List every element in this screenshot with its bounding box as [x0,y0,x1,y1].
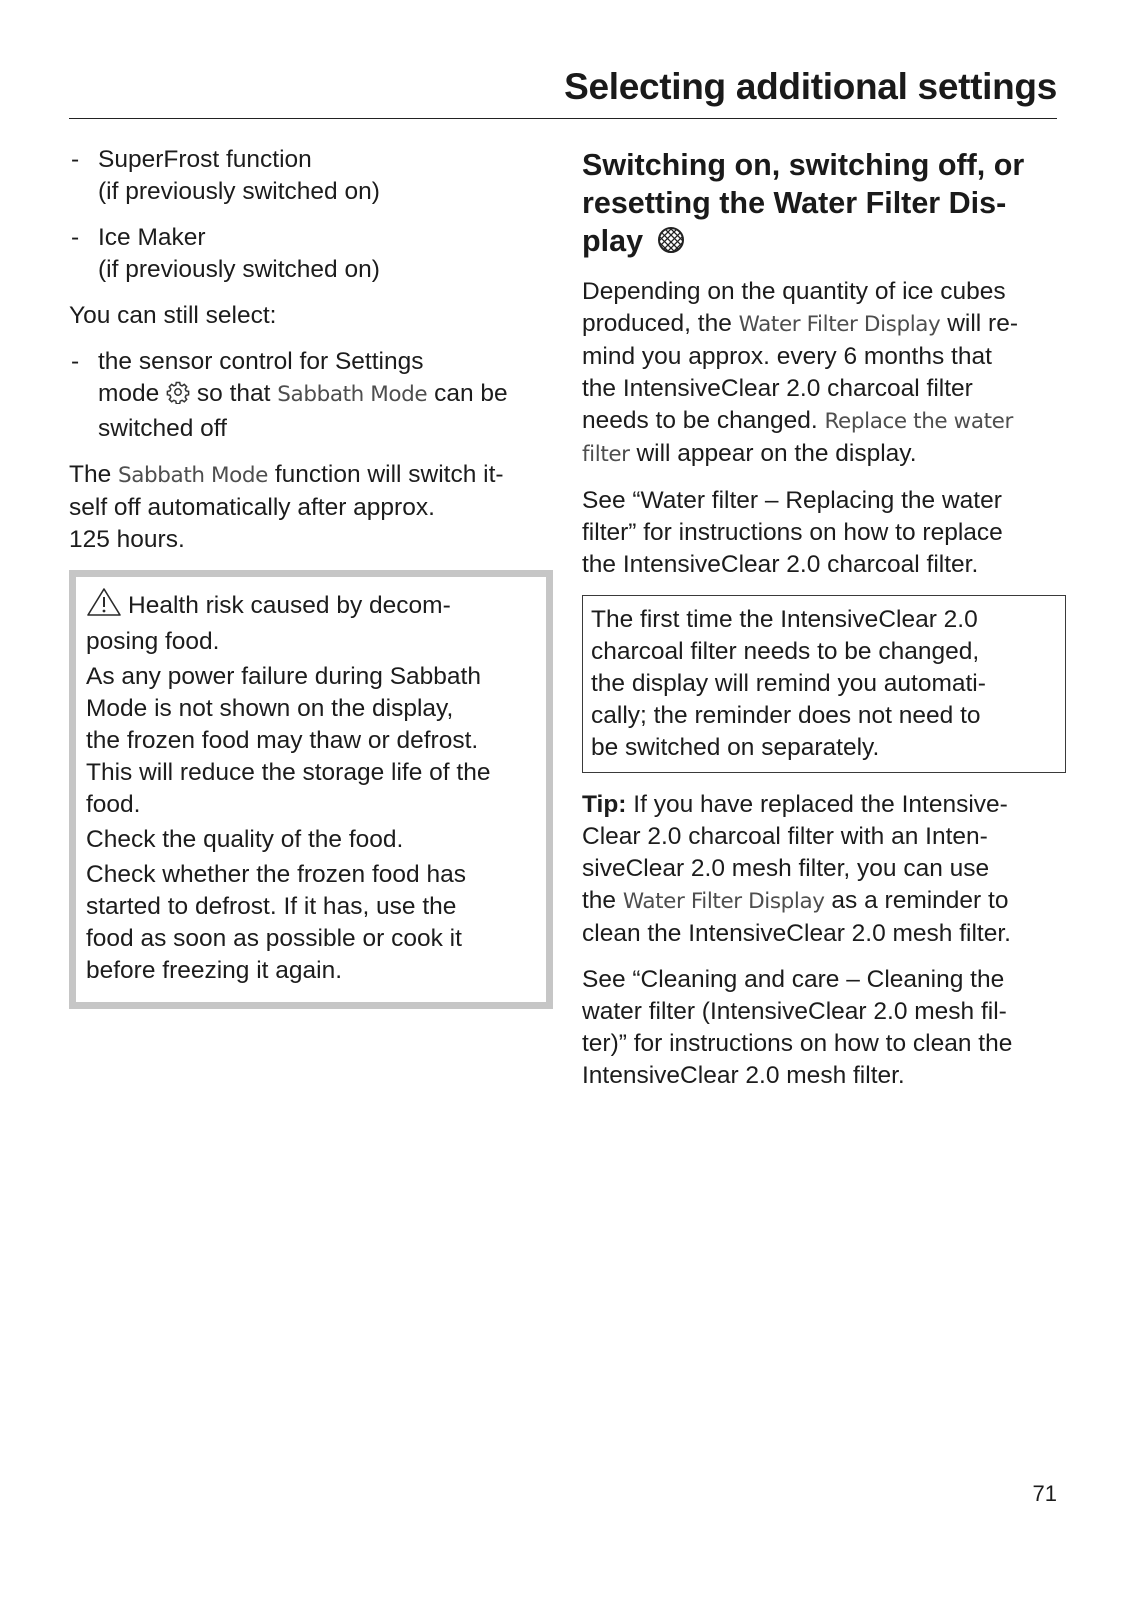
gear-icon [166,380,190,413]
warning-check-quality: Check the quality of the food. [86,826,404,853]
list-dash: - [71,224,80,251]
display-term-water-filter-display: Water Filter Display [622,889,825,914]
water-filter-reminder-text: Depending on the quantity of ice cubes produced, the Water Filter Display will re- mind you approx. every 6 months that the IntensiveClear 2.0 charcoal filter needs to be changed. Replace the water filter will appear on the display. [582,278,1018,467]
still-select-text: You can still select: [69,302,277,329]
page-title: Selecting additional settings [564,66,1057,107]
warning-triangle-icon [86,587,122,626]
list-item-settings-sensor: - the sensor control for Settings mode so that Sabbath Mode can be switched off [71,348,508,442]
left-column [69,144,553,1009]
list-item-ice-maker: - Ice Maker (if previously switched on) [71,224,380,283]
display-term-water-filter-display: Water Filter Display [738,312,941,337]
list-dash: - [71,348,80,375]
see-replacing-text: See “Water filter – Replacing the water filter” for instructions on how to replace the IntensiveClear 2.0 charcoal filter. [582,487,1003,578]
warning-check-defrost: Check whether the frozen food has started to defrost. If it has, use the food as soon as possible or cook it before freezing it again. [86,861,466,984]
tip-text: Tip: If you have replaced the Intensive- Clear 2.0 charcoal filter with an Inten- siveClear 2.0 mesh filter, you can use the Water Filter Display as a reminder to clean the IntensiveClear 2.0 mesh filter. [582,791,1011,947]
sabbath-auto-off-text: The Sabbath Mode function will switch it- self off automatically after approx. 125 hours. [69,461,504,553]
display-term-replace-water-filter: Replace the water [824,409,1013,434]
water-filter-icon [656,225,686,264]
tip-label: Tip: [582,791,627,818]
list-item-superfrost: - SuperFrost function (if previously switched on) [71,146,380,205]
page-number: 71 [1032,1481,1057,1506]
first-time-note: The first time the IntensiveClear 2.0 charcoal filter needs to be changed, the display will remind you automati- cally; the reminder does not need to be switched on separately. [582,595,1066,773]
page-header [69,62,1057,119]
section-heading: Switching on, switching off, or resetting the Water Filter Dis- play [582,146,1066,264]
see-cleaning-text: See “Cleaning and care – Cleaning the water filter (IntensiveClear 2.0 mesh fil- ter)” for instructions on how to clean the IntensiveClear 2.0 mesh filter. [582,966,1013,1089]
health-risk-warning [69,570,553,1009]
right-column [582,144,1066,1106]
warning-heading: Health risk caused by decom- posing food. [86,587,532,658]
list-dash: - [71,146,80,173]
display-term-sabbath-mode: Sabbath Mode [277,382,428,407]
warning-body: As any power failure during Sabbath Mode is not shown on the display, the frozen food may thaw or defrost. This will reduce the storage life of the food. [86,663,491,818]
display-term-replace-water-filter-cont: filter [582,442,630,467]
display-term-sabbath-mode: Sabbath Mode [118,463,268,488]
